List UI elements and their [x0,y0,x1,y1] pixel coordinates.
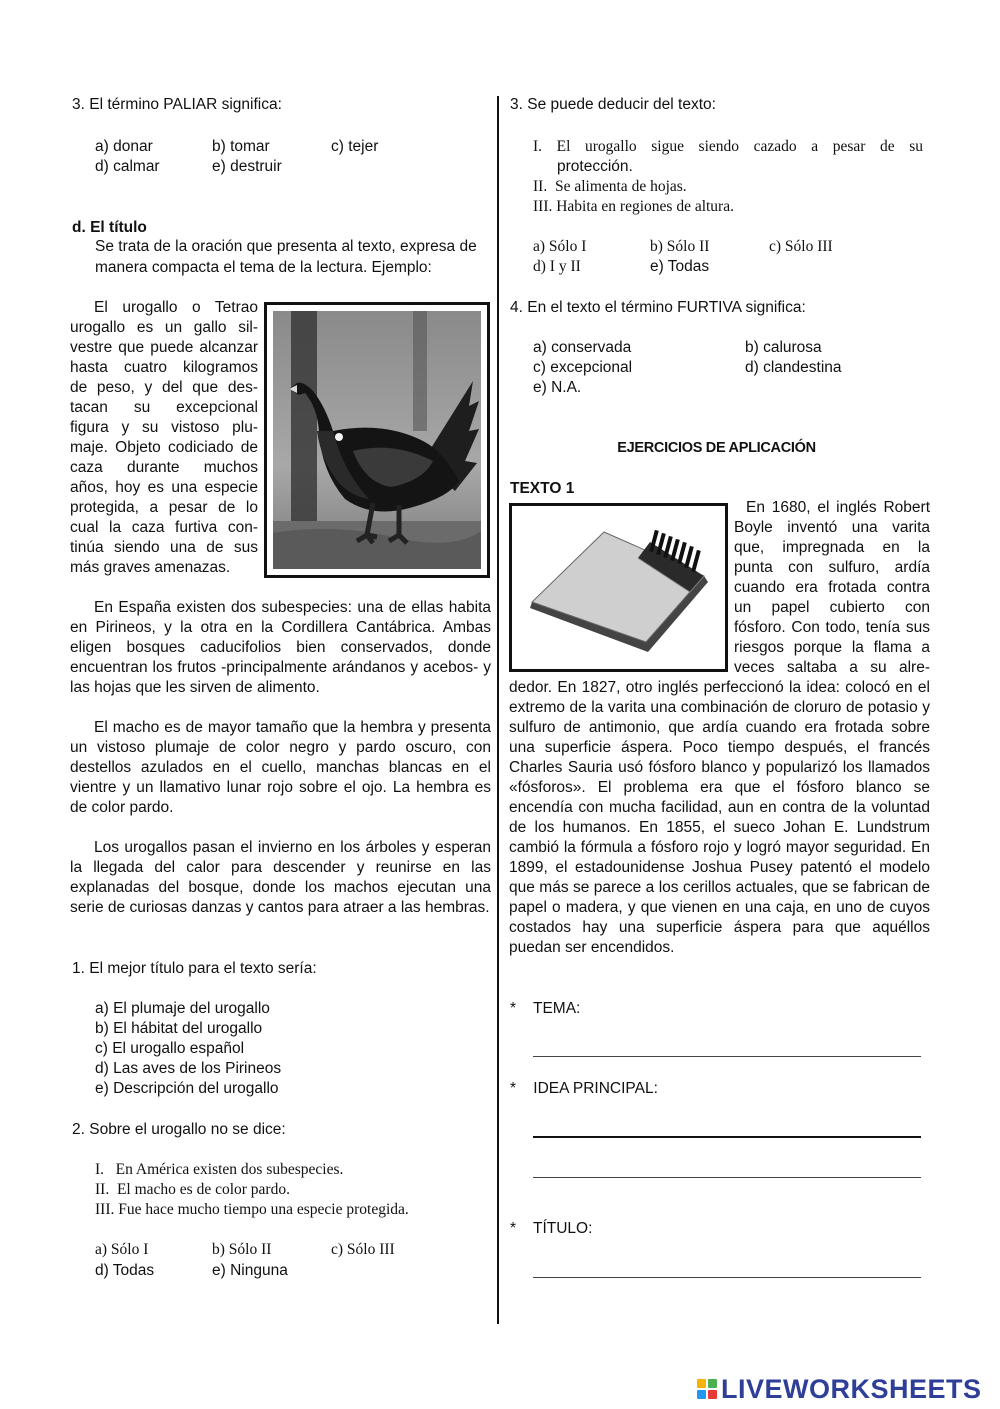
wrap-line: En 1680, el inglés Robert [746,499,930,516]
wrap-line: fósforo. Con todo, tenía sus [734,619,930,636]
wrap-line: urogallo es un gallo sil- [70,319,258,336]
left-q1-opt-d[interactable]: d) Las aves de los Pirineos [95,1060,282,1077]
urogallo-paragraph-4: Los urogallos pasan el invierno en los árboles y esperan la llegada del calor para descender y reunirse en las explanadas del bosque, donde los machos ejecutan una serie de curiosas danzas y cantos para atraer a las hembras. [70,839,491,916]
right-q3-opt-c[interactable]: c) Sólo III [769,238,833,255]
right-q4-stem: 4. En el texto el término FURTIVA significa: [510,299,806,316]
liveworksheets-brand: LIVEWORKSHEETS [721,1373,982,1404]
wrap-line: que, impregnada en la [734,539,930,556]
matchbox-photo [509,503,728,672]
right-q4-opt-e[interactable]: e) N.A. [533,379,582,396]
right-q3-statement-2: II. Se alimenta de hojas. [533,178,687,195]
wrap-line: riesgos porque la flama a [734,639,930,656]
section-d-intro-2: manera compacta el tema de la lectura. Ejemplo: [95,259,432,276]
left-q1-opt-c[interactable]: c) El urogallo español [95,1040,245,1057]
wrap-line: de peso, y del que des- [70,379,258,396]
right-q4-opt-a[interactable]: a) conservada [533,339,632,356]
wrap-line: caza durante muchos [70,459,258,476]
left-q2-statement-1: I. En América existen dos subespecies. [95,1161,344,1178]
tema-label: * TEMA: [510,1000,581,1017]
tema-answer-line[interactable] [533,1056,921,1057]
urogallo-bird-illustration [273,311,481,569]
left-q1-opt-b[interactable]: b) El hábitat del urogallo [95,1020,263,1037]
left-q2-opt-a[interactable]: a) Sólo I [95,1241,149,1258]
left-q2-opt-b[interactable]: b) Sólo II [212,1241,272,1258]
urogallo-paragraph-3: El macho es de mayor tamaño que la hembra y presenta un vistoso plumaje de color negro y pardo oscuro, con destellos azulados en el cuello, manchas blancas en el vientre y un llamativo lunar rojo sobre el ojo. La hembra es de color pardo. [70,719,491,816]
left-q3-opt-b[interactable]: b) tomar [212,138,270,155]
urogallo-photo [264,302,490,578]
wrap-line: hasta cuatro kilogramos [70,359,258,376]
left-q2-opt-c[interactable]: c) Sólo III [331,1241,395,1258]
left-q3-opt-c[interactable]: c) tejer [331,138,379,155]
idea-principal-answer-line-1[interactable] [533,1136,921,1138]
right-q3-statement-1-cont: protección. [557,158,633,175]
texto-1-paragraph: dedor. En 1827, otro inglés perfeccionó la idea: colocó en el extremo de la varita una combinación de cloruro de potasio y sulfuro de antimonio, que ardía cuando era frotada sobre una superficie áspera. Poco tiempo después, el francés Charles Sauria usó fósforo blanco y popularizó los llamados «fósforos». El problema era que el fósforo blanco se encendía con mucha facilidad, aun en contra de la voluntad de los humanos. En 1855, el sueco Johan E. Lundstrum cambió la fórmula a fósforo rojo y logró mayor seguridad. En 1899, el estadounidense Joshua Pusey patentó el modelo que más se parece a los cerillos actuales, que se fabrican de papel o madera, y que vienen en una caja, en uno de cuyos costados hay una superficie áspera para que aquéllos puedan ser encendidos. [509,679,930,956]
wrap-line: un papel cubierto con [734,599,930,616]
left-q2-opt-e[interactable]: e) Ninguna [212,1262,288,1279]
column-divider [497,96,499,1324]
wrap-line: cuando era frotada contra [734,579,930,596]
left-q2-stem: 2. Sobre el urogallo no se dice: [72,1121,286,1138]
left-q3-opt-d[interactable]: d) calmar [95,158,160,175]
left-q1-stem: 1. El mejor título para el texto sería: [72,960,317,977]
wrap-line: Boyle inventó una varita [734,519,930,536]
right-q3-opt-b[interactable]: b) Sólo II [650,238,710,255]
wrap-line: protegida, a pesar de lo [70,499,258,516]
titulo-label: * TÍTULO: [510,1220,593,1237]
right-q3-opt-a[interactable]: a) Sólo I [533,238,587,255]
liveworksheets-logo[interactable] [697,1372,982,1406]
left-q2-statement-3: III. Fue hace mucho tiempo una especie protegida. [95,1201,409,1218]
wrap-line: vestre que puede alcanzar [70,339,258,356]
right-q4-opt-c[interactable]: c) excepcional [533,359,633,376]
right-q4-opt-d[interactable]: d) clandestina [745,359,842,376]
wrap-line: tinúa siendo una de sus [70,539,258,556]
section-title: EJERCICIOS DE APLICACIÓN [617,440,816,456]
left-q2-statement-2: II. El macho es de color pardo. [95,1181,290,1198]
right-q3-opt-e[interactable]: e) Todas [650,258,710,275]
wrap-line: El urogallo o Tetrao [94,299,258,316]
wrap-line: veces saltaba a su alre- [734,659,930,676]
wrap-line: más graves amenazas. [70,559,231,576]
wrap-line: maje. Objeto codiciado de [70,439,258,456]
section-d-intro-1: Se trata de la oración que presenta al texto, expresa de [95,238,477,255]
wrap-line: cual la caza furtiva con- [70,519,258,536]
wrap-line: punta con sulfuro, ardía [734,559,930,576]
right-q3-statement-3: III. Habita en regiones de altura. [533,198,734,215]
left-q1-opt-e[interactable]: e) Descripción del urogallo [95,1080,279,1097]
left-q3-stem: 3. El término PALIAR significa: [72,96,282,113]
titulo-answer-line[interactable] [533,1277,921,1278]
urogallo-paragraph-1 [70,298,258,578]
wrap-line: tacan su excepcional [70,399,258,416]
right-q3-opt-d[interactable]: d) I y II [533,258,581,275]
matchbox-illustration [518,512,719,663]
liveworksheets-logo-icon [697,1379,717,1399]
left-q3-opt-a[interactable]: a) donar [95,138,153,155]
wrap-line: figura y su vistoso plu- [70,419,258,436]
right-q3-stem: 3. Se puede deducir del texto: [510,96,716,113]
left-q2-opt-d[interactable]: d) Todas [95,1262,155,1279]
idea-principal-label: * IDEA PRINCIPAL: [510,1080,658,1097]
left-q3-opt-e[interactable]: e) destruir [212,158,282,175]
left-q1-opt-a[interactable]: a) El plumaje del urogallo [95,1000,270,1017]
right-q4-opt-b[interactable]: b) calurosa [745,339,822,356]
urogallo-paragraph-2: En España existen dos subespecies: una de ellas habita en Pirineos, y la otra en la Cordillera Cantábrica. Ambas eligen bosques caducifolios bien conservados, donde encuentran los frutos -principalmente arándanos y acebos- y las hojas que les sirven de alimento. [70,599,491,696]
right-q3-statement-1: I. El urogallo sigue siendo cazado a pesar de su [533,138,923,155]
idea-principal-answer-line-2[interactable] [533,1177,921,1178]
texto-1-wrap [734,498,930,678]
texto-1-label: TEXTO 1 [510,480,575,497]
section-d-title: d. El título [72,219,147,236]
wrap-line: años, hoy es una especie [70,479,258,496]
